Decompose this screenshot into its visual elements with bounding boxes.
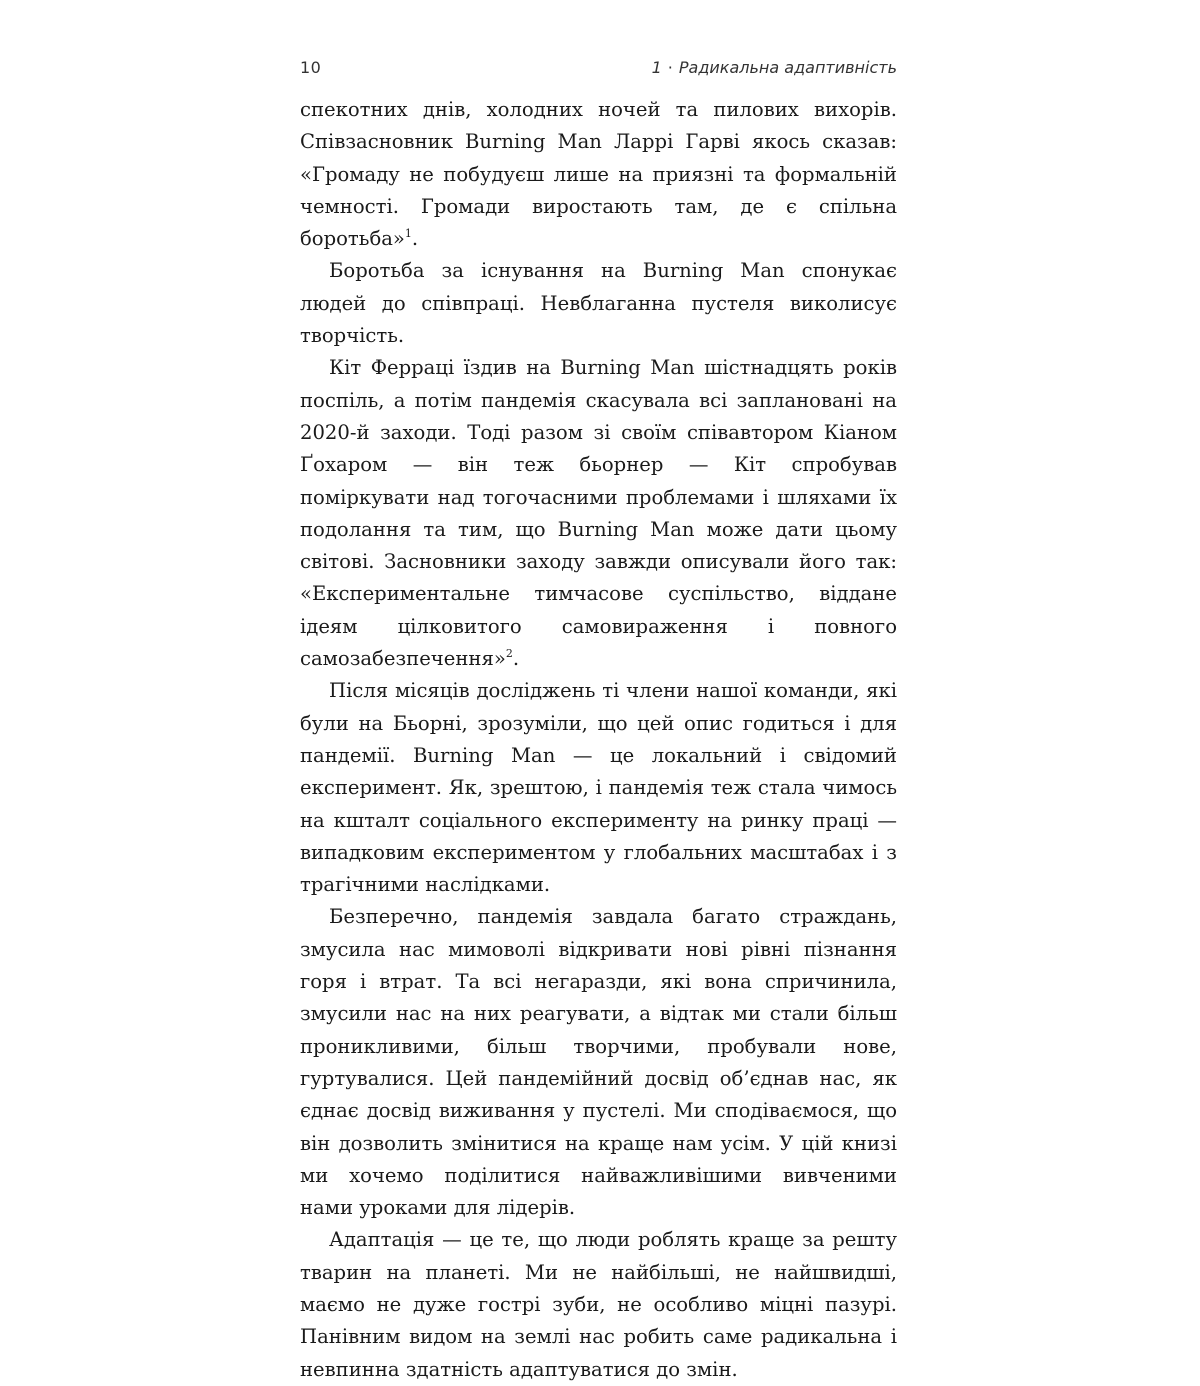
paragraph-end: . [411,227,419,251]
chapter-title: Радикальна адаптивність [678,58,897,77]
book-page [300,58,897,1386]
running-head [300,58,897,90]
paragraph-2: Боротьба за існування на Burning Man спонукає людей до співпраці. Невблаганна пустеля виколисує творчість. [300,259,897,348]
paragraph-1 [300,94,897,255]
paragraph-3 [300,352,897,675]
paragraph-6: Адаптація — це те, що люди роблять краще за решту тварин на планеті. Ми не найбільші, не найшвидші, маємо не дуже гострі зуби, не особливо міцні пазурі. Панівним видом на землі нас робить саме радикальна і невпинна здатність адаптуватися до змін. [300,1228,897,1381]
paragraph-5: Безперечно, пандемія завдала багато страждань, змусила нас мимоволі відкривати нові рівні пізнання горя і втрат. Та всі негаразди, які вона спричинила, змусили нас на них реагувати, а відтак ми стали більш проникливими, більш творчими, пробували нове, гуртувалися. Цей пандемійний досвід об’єднав нас, як єднає досвід виживання у пустелі. Ми сподіваємося, що він дозволить змінитися на краще нам усім. У цій книзі ми хочемо поділитися найважливішими вивченими нами уроками для лідерів. [300,905,897,1220]
paragraph-text: спекотних днів, холодних ночей та пилових вихорів. Співзасновник Burning Man Ларрі Гарві якось сказав: «Громаду не побудуєш лише на приязні та формальній чемності. Громади виростають там, де є спільна боротьба» [300,98,897,251]
chapter-number: 1 [651,58,662,77]
footnote-ref-1: 1 [404,227,412,241]
chapter-heading [652,58,897,77]
footnote-ref-2: 2 [505,647,513,661]
paragraph-end: . [512,647,520,671]
paragraph-4: Після місяців досліджень ті члени нашої команди, які були на Бьорні, зрозуміли, що цей опис годиться і для пандемії. Burning Man — це локальний і свідомий експеримент. Як, зрештою, і пандемія теж стала чимось на кшталт соціального експерименту на ринку праці — випадковим експериментом у глобальних масштабах і з трагічними наслідками. [300,679,897,897]
body-text [300,94,897,1386]
chapter-separator: · [667,58,673,77]
paragraph-text: Кіт Ферраці їздив на Burning Man шістнадцять років поспіль, а потім пандемія скасувала всі заплановані на 2020-й заходи. Тоді разом зі своїм співавтором Кіаном Ґохаром — він теж бьорнер — Кіт спробував поміркувати над тогочасними проблемами і шляхами їх подолання та тим, що Burning Man може дати цьому світові. Засновники заходу завжди описували його так: «Експериментальне тимчасове суспільство, віддане ідеям цілковитого самовираження і повного самозабезпечення» [300,356,897,671]
page-number: 10 [300,58,322,77]
